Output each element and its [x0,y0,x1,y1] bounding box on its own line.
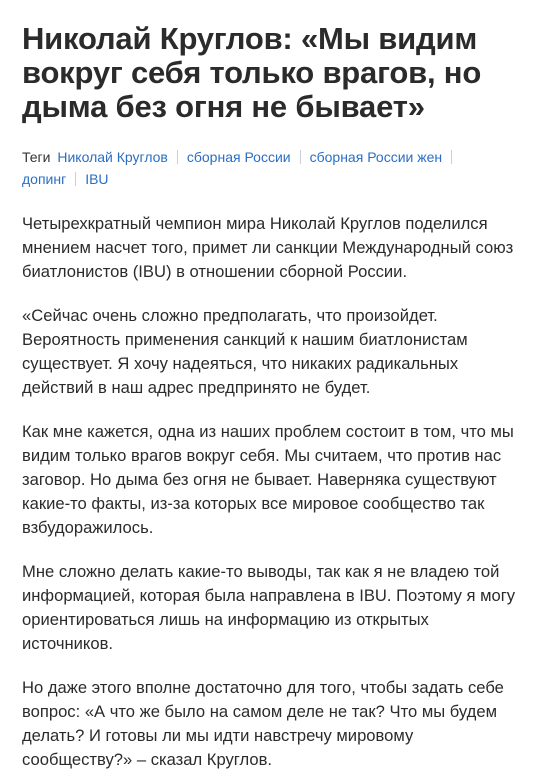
paragraph-line: биатлонистов (IBU) в отношении сборной России. [22,262,408,281]
paragraph-line: сообществу?» – сказал Круглов. [22,750,272,769]
paragraph [22,212,546,284]
tag-separator [300,150,301,164]
paragraph-line: Вероятность применения санкций к нашим биатлонистам [22,330,468,349]
paragraph-line: мнением насчет того, примет ли санкции Международный союз [22,238,514,257]
paragraph-line: информацией, которая была направлена в IBU. Поэтому я могу [22,586,516,605]
paragraph-line: Но даже этого вполне достаточно для того, чтобы задать себе [22,678,504,697]
tag-list [22,146,532,190]
paragraph-line: Четырехкратный чемпион мира Николай Круглов поделился [22,214,488,233]
tag-link-russia-women-team[interactable]: сборная России жен [309,149,443,165]
paragraph [22,676,546,772]
paragraph-line: источников. [22,634,114,653]
paragraph-line: «Сейчас очень сложно предполагать, что произойдет. [22,306,438,325]
paragraph-line: делать? И готовы ли мы идти навстречу мировому [22,726,414,745]
paragraph-line: Мне сложно делать какие-то выводы, так как я не владею той [22,562,500,581]
paragraph-line: заговор. Но дыма без огня не бывает. Наверняка существуют [22,470,497,489]
tag-link-doping[interactable]: допинг [22,171,67,187]
tag-separator [75,172,76,186]
paragraph-line: вопрос: «А что же было на самом деле не так? Что мы будем [22,702,497,721]
headline-line: вокруг себя только врагов, но [22,55,482,90]
paragraph-line: существует. Я хочу надеяться, что никаких радикальных [22,354,459,373]
paragraph [22,304,546,400]
headline-line: Николай Круглов: «Мы видим [22,21,478,56]
paragraph-line: действий в наш адрес предпринято не будет. [22,378,371,397]
paragraph [22,560,546,656]
headline-line: дыма без огня не бывает» [22,89,425,124]
paragraph-line: видим только врагов вокруг себя. Мы считаем, что против нас [22,446,502,465]
tag-link-ibu[interactable]: IBU [85,171,109,187]
tags-label: Теги [22,149,51,165]
tag-link-russia-team[interactable]: сборная России [186,149,291,165]
tag-separator [177,150,178,164]
paragraph [22,420,546,540]
paragraph-line: какие-то факты, из-за которых все мировое сообщество так [22,494,485,513]
tag-separator [451,150,452,164]
article-body [22,212,546,782]
article-headline [22,22,522,124]
paragraph-line: взбудоражилось. [22,518,154,537]
paragraph-line: Как мне кажется, одна из наших проблем состоит в том, что мы [22,422,514,441]
paragraph-line: ориентироваться лишь на информацию из открытых [22,610,429,629]
tag-link-nikolay-kruglov[interactable]: Николай Круглов [57,149,168,165]
